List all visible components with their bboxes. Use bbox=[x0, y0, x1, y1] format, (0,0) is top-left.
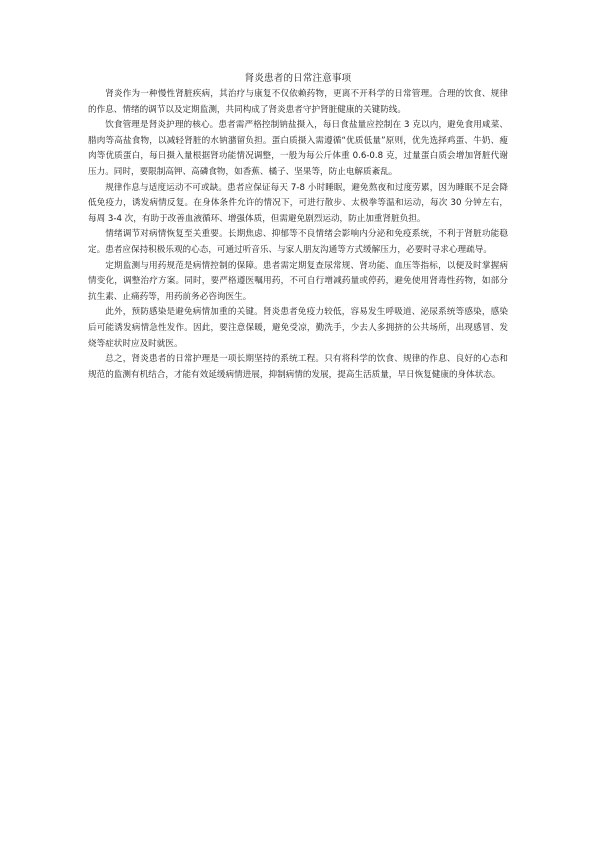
paragraph-diet: 饮食管理是肾炎护理的核心。患者需严格控制钠盐摄入，每日食盐量应控制在 3 克以内，避免食用咸菜、腊肉等高盐食物，以减轻肾脏的水钠潴留负担。蛋白质摄入需遵循“优质低量”原则，优先选择鸡蛋、牛奶、瘦肉等优质蛋白，每日摄入量根据肾功能情况调整，一般为每公斤体重 0.6-0.8 克，过量蛋白质会增加肾脏代谢压力。同时，要限制高钾、高磷食物，如香蕉、橘子、坚果等，防止电解质紊乱。 bbox=[88, 120, 508, 177]
paragraph-rest-exercise: 规律作息与适度运动不可或缺。患者应保证每天 7-8 小时睡眠，避免熬夜和过度劳累，因为睡眠不足会降低免疫力，诱发病情反复。在身体条件允许的情况下，可进行散步、太极拳等温和运动，每次 30 分钟左右，每周 3-4 次，有助于改善血液循环、增强体质，但需避免剧烈运动，防止加重肾脏负担。 bbox=[88, 182, 508, 224]
paragraph-emotion: 情绪调节对病情恢复至关重要。长期焦虑、抑郁等不良情绪会影响内分泌和免疫系统，不利于肾脏功能稳定。患者应保持积极乐观的心态，可通过听音乐、与家人朋友沟通等方式缓解压力，必要时寻求心理疏导。 bbox=[88, 229, 508, 255]
document-page bbox=[88, 72, 508, 383]
paragraph-intro: 肾炎作为一种慢性肾脏疾病，其治疗与康复不仅依赖药物，更离不开科学的日常管理。合理的饮食、规律的作息、情绪的调节以及定期监测，共同构成了肾炎患者守护肾脏健康的关键防线。 bbox=[88, 89, 508, 115]
paragraph-infection: 此外，预防感染是避免病情加重的关键。肾炎患者免疫力较低，容易发生呼吸道、泌尿系统等感染，感染后可能诱发病情急性发作。因此，要注意保暖，避免受凉，勤洗手，少去人多拥挤的公共场所，出现感冒、发烧等症状时应及时就医。 bbox=[88, 307, 508, 349]
paragraph-conclusion: 总之，肾炎患者的日常护理是一项长期坚持的系统工程。只有将科学的饮食、规律的作息、良好的心态和规范的监测有机结合，才能有效延缓病情进展，抑制病情的发展，提高生活质量，早日恢复健康的身体状态。 bbox=[88, 354, 508, 380]
paragraph-monitoring: 定期监测与用药规范是病情控制的保障。患者需定期复查尿常规、肾功能、血压等指标，以便及时掌握病情变化，调整治疗方案。同时，要严格遵医嘱用药，不可自行增减药量或停药，避免使用肾毒性药物，如部分抗生素、止痛药等，用药前务必咨询医生。 bbox=[88, 260, 508, 302]
document-title: 肾炎患者的日常注意事项 bbox=[244, 73, 352, 84]
